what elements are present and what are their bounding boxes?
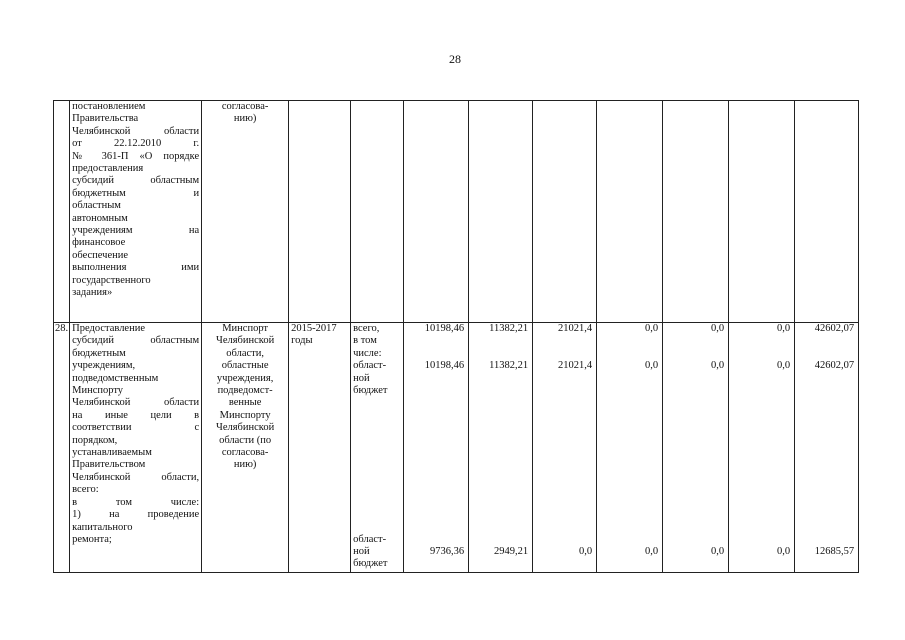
value-cell-2017	[533, 323, 597, 573]
text-line: венные	[228, 397, 262, 409]
table-row-28	[54, 323, 859, 573]
value: 0,0	[777, 323, 791, 334]
executor-cell	[202, 101, 289, 323]
text-line: порядком,	[72, 434, 118, 446]
source-line: числе:	[353, 347, 382, 359]
text-line: постановлением	[72, 101, 146, 112]
value: 11382,21	[489, 323, 529, 334]
text-line: области (по	[219, 434, 272, 446]
row-number-cell: 28.	[54, 323, 70, 573]
text-line: субсидий областным	[72, 335, 200, 347]
value-cell-2015	[404, 323, 469, 573]
period-cell	[289, 101, 351, 323]
text-line: бюджетным	[72, 347, 126, 359]
text-line: обеспечение	[72, 249, 129, 261]
text-line: ремонта;	[72, 533, 112, 545]
text-line: подведомст-	[217, 384, 273, 396]
text-line: нию)	[233, 459, 257, 471]
text-line: областные	[221, 360, 269, 372]
text-line: согласова-	[221, 446, 269, 458]
source-line: ной	[353, 546, 370, 558]
text-line: учреждениям на	[72, 225, 200, 237]
value-cell	[469, 101, 533, 323]
source-line: бюджет	[353, 384, 388, 396]
text-line: автономным	[72, 212, 128, 224]
text-line: Минспорту	[72, 385, 124, 397]
text-line: Правительства	[72, 113, 139, 125]
value: 42602,07	[814, 323, 855, 334]
value: 0,0	[711, 323, 725, 334]
value: 0,0	[777, 546, 791, 558]
text-line: на иные цели в	[72, 409, 200, 421]
text-line: государственного	[72, 274, 151, 286]
value-cell	[597, 101, 663, 323]
text-line: всего:	[72, 484, 99, 496]
source-line: ной	[353, 372, 370, 384]
text-line: Челябинской	[216, 335, 275, 347]
source-line: всего,	[353, 323, 380, 334]
text-line: учреждениям,	[72, 360, 136, 372]
value: 0,0	[777, 360, 791, 372]
text-line: в том числе:	[72, 496, 200, 508]
text-line: Предоставление	[72, 323, 145, 334]
text-line: учреждения,	[216, 372, 274, 384]
text-line: задания»	[72, 287, 113, 299]
value-cell	[404, 101, 469, 323]
source-line: бюджет	[353, 558, 388, 570]
value-cell	[795, 101, 859, 323]
value-cell-2016	[469, 323, 533, 573]
value: 12685,57	[814, 546, 855, 558]
value: 42602,07	[814, 360, 855, 372]
source-cell	[351, 323, 404, 573]
value: 0,0	[645, 546, 659, 558]
row-number-cell	[54, 101, 70, 323]
text-line: выполнения ими	[72, 262, 200, 274]
text-line: Минспорту	[219, 409, 271, 421]
value: 0,0	[579, 546, 593, 558]
source-cell	[351, 101, 404, 323]
text-line: Челябинской	[216, 422, 275, 434]
value: 9736,36	[430, 546, 465, 558]
page-number: 28	[449, 52, 461, 66]
value-cell	[533, 101, 597, 323]
text-line: областным	[72, 200, 121, 212]
value: 21021,4	[558, 323, 593, 334]
text-line: 1) на проведение	[72, 509, 200, 521]
description-cell	[70, 323, 202, 573]
source-line: област-	[353, 533, 387, 545]
text-line: Челябинской области,	[72, 471, 200, 483]
text-line: Минспорт	[222, 323, 269, 334]
value: 2949,21	[494, 546, 529, 558]
source-line: в том	[353, 335, 377, 347]
value-cell-col5	[663, 323, 729, 573]
text-line: нию)	[233, 113, 257, 125]
text-line: Челябинской области	[72, 397, 200, 409]
text-line: № 361-П «О порядке	[72, 150, 200, 162]
source-line: област-	[353, 360, 387, 372]
value-cell	[663, 101, 729, 323]
executor-cell	[202, 323, 289, 573]
program-table	[53, 100, 859, 573]
text-line: финансовое	[72, 237, 126, 249]
value: 21021,4	[558, 360, 593, 372]
text-line: устанавливаемым	[72, 447, 152, 459]
text-line: согласова-	[221, 101, 269, 112]
period-cell: 2015-2017 годы	[289, 323, 351, 573]
value-cell-col6	[729, 323, 795, 573]
text-line: капитального	[72, 521, 133, 533]
value: 0,0	[645, 360, 659, 372]
text-line: от 22.12.2010 г.	[72, 138, 200, 150]
value: 0,0	[645, 323, 659, 334]
text-line: подведомственным	[72, 372, 159, 384]
value-cell-col4	[597, 323, 663, 573]
text-line: соответствии с	[72, 422, 200, 434]
value: 10198,46	[424, 360, 465, 372]
description-cell	[70, 101, 202, 323]
value: 0,0	[711, 546, 725, 558]
text-line: бюджетным и	[72, 187, 200, 199]
value: 10198,46	[424, 323, 465, 334]
value: 0,0	[711, 360, 725, 372]
text-line: области,	[226, 347, 264, 359]
value-cell-total	[795, 323, 859, 573]
value-cell	[729, 101, 795, 323]
text-line: субсидий областным	[72, 175, 200, 187]
value: 11382,21	[489, 360, 529, 372]
text-line: предоставления	[72, 163, 144, 175]
text-line: Правительством	[72, 459, 146, 471]
table-row-continuation	[54, 101, 859, 323]
text-line: Челябинской области	[72, 125, 200, 137]
